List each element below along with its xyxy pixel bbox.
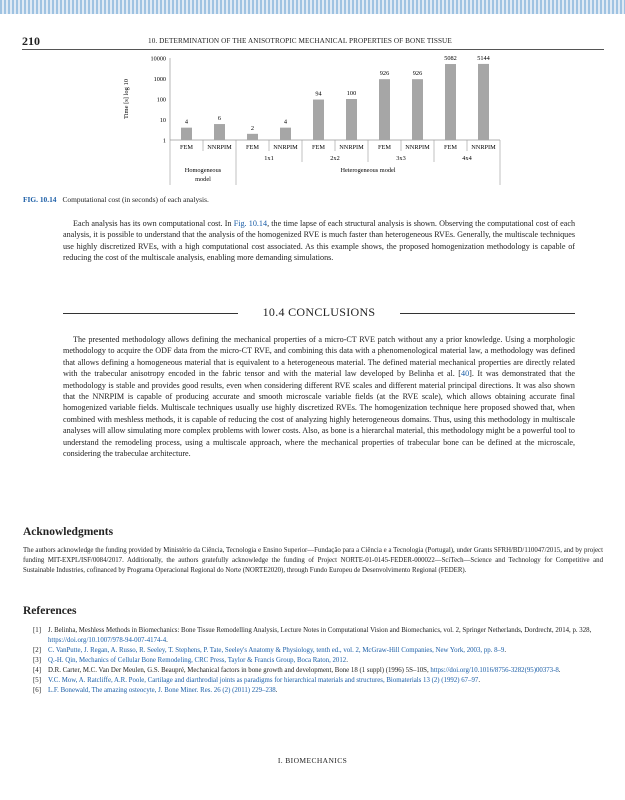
bar-value-label: 5144 [477,54,490,62]
computational-cost-chart [20,50,520,192]
bar-value-label: 926 [412,70,423,78]
paragraph-conclusions [63,334,575,459]
chart-bars [181,64,489,140]
reference-number: [2] [33,647,41,654]
bar-value-label: 4 [283,118,288,126]
reference-link[interactable]: https://doi.org/10.1007/978-94-007-4174-4 [48,637,167,644]
figure-label: FIG. 10.14 [23,195,57,204]
reference-item [23,666,603,676]
section-rule-right [400,313,575,314]
chart-axis [123,56,500,186]
figure-link[interactable]: Fig. 10.14 [233,219,268,228]
page-number: 210 [22,34,40,48]
bar-value-label: 4 [184,118,189,126]
reference-item [23,646,603,656]
category-label: FEM [180,144,193,151]
y-tick-label: 100 [156,96,166,104]
reference-item [23,656,603,666]
y-tick-label: 1000 [153,76,166,83]
category-label: FEM [378,144,391,151]
subgroup-label: 2x2 [330,155,340,162]
reference-tail: . [478,677,481,684]
chart-bar [379,79,390,140]
reference-item [23,676,603,686]
subgroup-label: 3x3 [396,155,406,162]
reference-tail: . [504,647,507,654]
category-label: NNRPIM [207,144,232,151]
reference-list [23,626,603,696]
reference-tail: . [558,667,561,674]
bar-value-label: 926 [379,70,390,78]
chart-bar [181,128,192,140]
group-label-heterogeneous: Heterogeneous model [340,167,396,174]
chart-bar [478,64,489,140]
page-footer: I. BIOMECHANICS [277,756,348,765]
chart-bar [313,100,324,140]
section-heading [63,302,575,324]
bar-value-label: 6 [217,115,222,123]
p1-text-a: Each analysis has its own computational cost. In [73,219,234,228]
chart-bar [346,99,357,140]
category-label: FEM [312,144,325,151]
chart-bar [214,124,225,140]
reference-link[interactable]: Q.-H. Qin, Mechanics of Cellular Bone Remodeling, CRC Press, Taylor & Francis Group, Boca Raton, 2012 [48,657,347,664]
p1-text-b: , the time lapse of each structural analysis is shown. Observing the computational cost of each analysis, it is possible to understand that the analysis of the homogenized RVE is much faster than heterogeneous RVEs. Generally, the multiscale techniques use highly discretized RVEs, with a high computational cost associated. As this example shows, the proposed homogenization methodology is capable of reducing the cost of the multiscale analysis, enabling more demanding simulations. [63,219,576,263]
acknowledgments-title: Acknowledgments [23,526,114,538]
bar-value-label: 100 [346,90,357,97]
reference-item [23,686,603,696]
reference-number: [5] [33,677,41,684]
y-axis-label: Time [s] log 10 [123,78,130,120]
category-label: NNRPIM [273,144,298,151]
category-label: NNRPIM [339,144,364,151]
top-decorative-stripe [0,0,625,14]
section-title: 10.4 CONCLUSIONS [262,305,376,319]
reference-number: [1] [33,627,41,634]
reference-number: [3] [33,657,41,664]
category-label: NNRPIM [405,144,430,151]
figure-caption [23,195,603,205]
category-label: FEM [444,144,457,151]
y-tick-label: 10000 [150,55,166,63]
p2-text-a: The presented methodology allows defining the mechanical properties of a micro-CT RVE patch without any a prior knowledge. Using a morphologic methodology to acquire the ODF data from the micro-CT RVE, and combining this data with a phenomenological material law, a methodology was defined that allows defining a homogeneous material that is equivalent to a heterogeneous material. The defined material mechanical properties are directly related with the trabecular anisotropy encoded in the fabric tensor and with the material law developed by Belinha et al. [ [63,335,575,379]
reference-tail: . [275,687,278,694]
bar-value-label: 5082 [444,55,457,63]
y-tick-label: 1 [162,137,166,145]
y-tick-label: 10 [159,117,166,124]
reference-number: [6] [33,687,41,694]
bar-value-label: 2 [250,124,255,132]
p2-text-b: ]. It was demonstrated that the methodology is stable and provides good results, even when considering different RVE scales and different material principal directions. It was also shown that the NNRPIM is capable of producing accurate and smooth microscale variable fields (at the RVE scale), which allows obtaining accurate final homogenized variable fields. Multiscale techniques usually use highly discretized RVEs. The homogenization technique here proposed showed that, when combined with meshless methods, it is capable of reducing the cost of analyzing highly heterogeneous domains. Thus, using this methodology in multiscale analyses will allow simulating more complex problems with lower costs. Also, as bone is a hierarchal material, this methodology might be a powerful tool to understand the remodeling process, using a multiscale approach, where the mechanical properties of trabecular bone can be defined at the microscale, considering the trabeculae architecture. [63,369,576,459]
chart-bar [412,79,423,140]
reference-number: [4] [33,667,41,674]
reference-link[interactable]: L.F. Bonewald, The amazing osteocyte, J. Bone Miner. Res. 26 (2) (2011) 229–238 [48,687,276,694]
paragraph-computational-cost [63,218,575,264]
category-label: NNRPIM [471,144,496,151]
figure-caption-text: Computational cost (in seconds) of each analysis. [62,195,209,204]
reference-link[interactable]: https://doi.org/10.1016/8756-3282(95)00373-8 [430,667,559,674]
reference-item [23,626,603,646]
reference-tail: . [346,657,348,664]
reference-link[interactable]: V.C. Mow, A. Ratcliffe, A.R. Poole, Cartilage and diarthrodial joints as paradigms for hierarchical materials and structures, Biomaterials 13 (2) (1992) 67–97 [48,677,479,684]
citation-link[interactable]: 40 [461,369,470,379]
chart-bar [280,128,291,140]
chart-bar [247,134,258,140]
references-title: References [23,605,77,617]
group-label-homogeneous-line1: Homogeneous [184,167,222,174]
bar-value-label: 94 [315,90,322,98]
category-label: FEM [246,144,259,151]
acknowledgments-text: The authors acknowledge the funding provided by Ministério da Ciência, Tecnologia e Ensino Superior—Fundação para a Ciência e a Tecnologia (Portugal), under Grants SFRH/BD/110047/2015, and by project funding MIT-EXPL/ISF/0084/2017. Additionally, the authors gratefully acknowledge the funding of Project NORTE-01-0145-FEDER-000022—SciTech—Science and Technology for Competitive and Sustainable Industries, cofinanced by Programa Operacional Regional do Norte (NORTE2020), through Fundo Europeu de Desenvolvimento Regional (FEDER). [23,547,603,574]
reference-text: D.R. Carter, M.C. Van Der Meulen, G.S. Beaupré, Mechanical factors in bone growth and development, Bone 18 (1 suppl) (1996) 5S–10S, [48,667,431,674]
running-head: 10. DETERMINATION OF THE ANISOTROPIC MECHANICAL PROPERTIES OF BONE TISSUE [148,37,452,45]
group-label-homogeneous-line2: model [195,176,211,183]
chart-bar [445,64,456,140]
reference-text: J. Belinha, Meshless Methods in Biomechanics: Bone Tissue Remodelling Analysis, Lecture Notes in Computational Vision and Biomechanics, vol. 2, Springer Netherlands, Dordrecht, 2014, p. 328, [48,627,592,634]
reference-tail: . [166,637,168,644]
reference-link[interactable]: C. VanPutte, J. Regan, A. Russo, R. Seeley, T. Stephens, P. Tate, Seeley's Anatomy & Physiology, tenth ed., vol. 2, McGraw-Hill Companies, New York, 2003, pp. 8–9 [48,647,505,654]
subgroup-label: 1x1 [264,155,274,162]
subgroup-label: 4x4 [462,155,472,162]
